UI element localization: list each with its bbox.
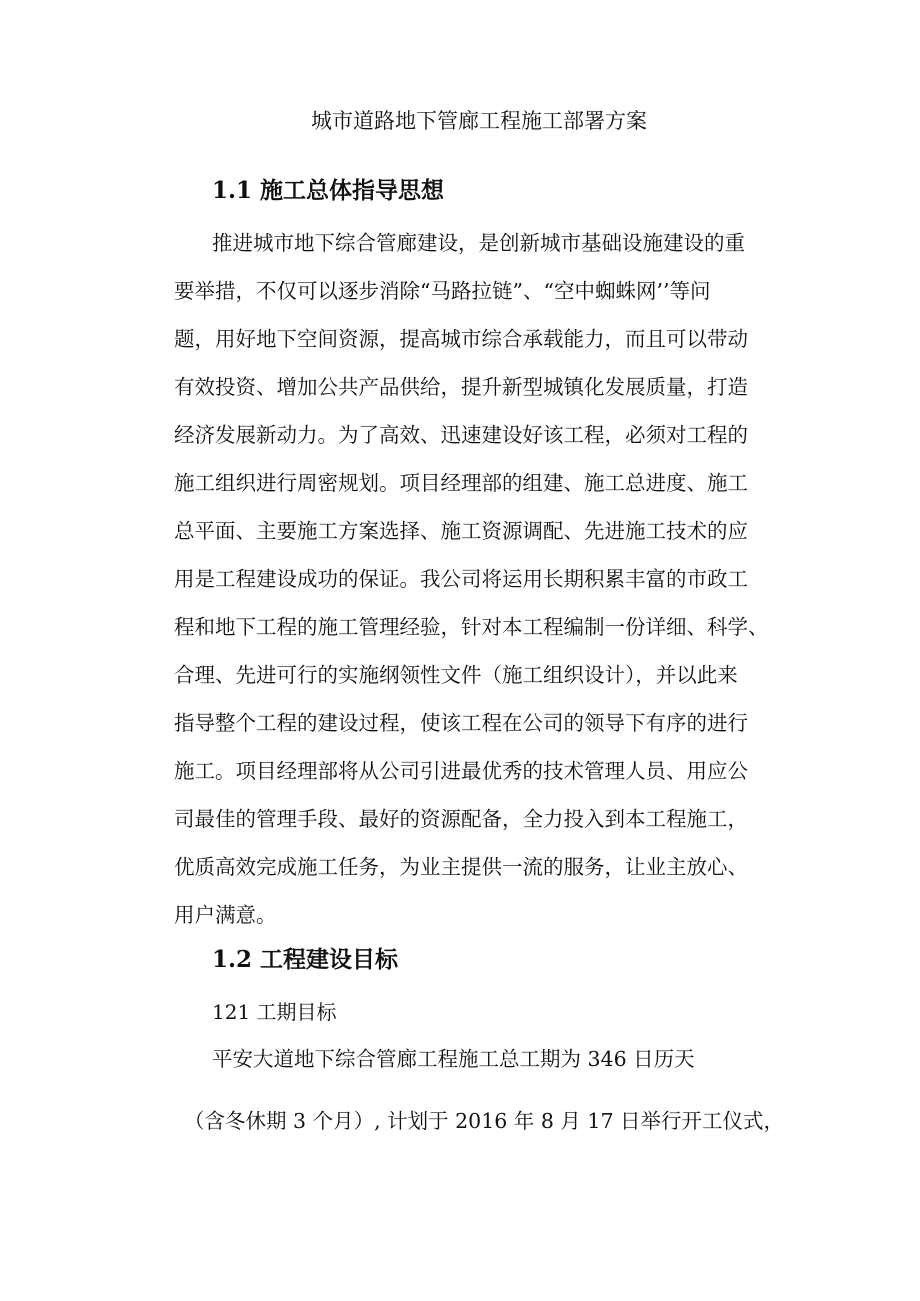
section-heading-text: 施工总体指导思想 <box>260 178 445 204</box>
paragraph-line: 优质高效完成施工任务，为业主提供一流的服务，让业主放心、 <box>174 855 748 879</box>
paragraph-line: 合理、先进可行的实施纲领性文件（施工组织设计），并以此来 <box>174 663 738 687</box>
section-number: 1.2 <box>212 946 253 973</box>
paragraph-line: 题，用好地下空间资源，提高城市综合承载能力，而且可以带动 <box>174 327 748 351</box>
paragraph-line: 有效投资、增加公共产品供给，提升新型城镇化发展质量，打造 <box>174 375 748 399</box>
paragraph-line: 司最佳的管理手段、最好的资源配备，全力投入到本工程施工， <box>174 807 748 831</box>
subsection-heading: 121 工期目标 <box>212 1000 337 1024</box>
section-heading-text: 工程建设目标 <box>260 947 399 973</box>
section-number: 1.1 <box>212 177 253 204</box>
paragraph-line: 指导整个工程的建设过程，使该工程在公司的领导下有序的进行 <box>174 711 748 735</box>
section-heading-1-2 <box>212 943 398 977</box>
paragraph-line: 推进城市地下综合管廊建设，是创新城市基础设施建设的重 <box>212 231 745 255</box>
paragraph-line: 施工。项目经理部将从公司引进最优秀的技术管理人员、用应公 <box>174 759 748 783</box>
paragraph-line: 施工组织进行周密规划。项目经理部的组建、施工总进度、施工 <box>174 471 748 495</box>
paragraph-line: 程和地下工程的施工管理经验，针对本工程编制一份详细、科学、 <box>174 615 769 639</box>
paragraph-line: 要举措，不仅可以逐步消除“马路拉链”、“空中蜘蛛网’’等问 <box>174 279 711 303</box>
paragraph-line: 总平面、主要施工方案选择、施工资源调配、先进施工技术的应 <box>174 519 748 543</box>
section-heading-1-1 <box>212 174 444 208</box>
paragraph-line: 用是工程建设成功的保证。我公司将运用长期积累丰富的市政工 <box>174 567 748 591</box>
document-title: 城市道路地下管廊工程施工部署方案 <box>311 109 647 133</box>
paragraph-line: 平安大道地下综合管廊工程施工总工期为 346 日历天 <box>212 1047 695 1071</box>
paragraph-line: （含冬休期 3 个月）, 计划于 2016 年 8 月 17 日举行开工仪式， <box>184 1109 785 1133</box>
paragraph-line: 用户满意。 <box>174 903 277 927</box>
paragraph-line: 经济发展新动力。为了高效、迅速建设好该工程，必须对工程的 <box>174 423 748 447</box>
